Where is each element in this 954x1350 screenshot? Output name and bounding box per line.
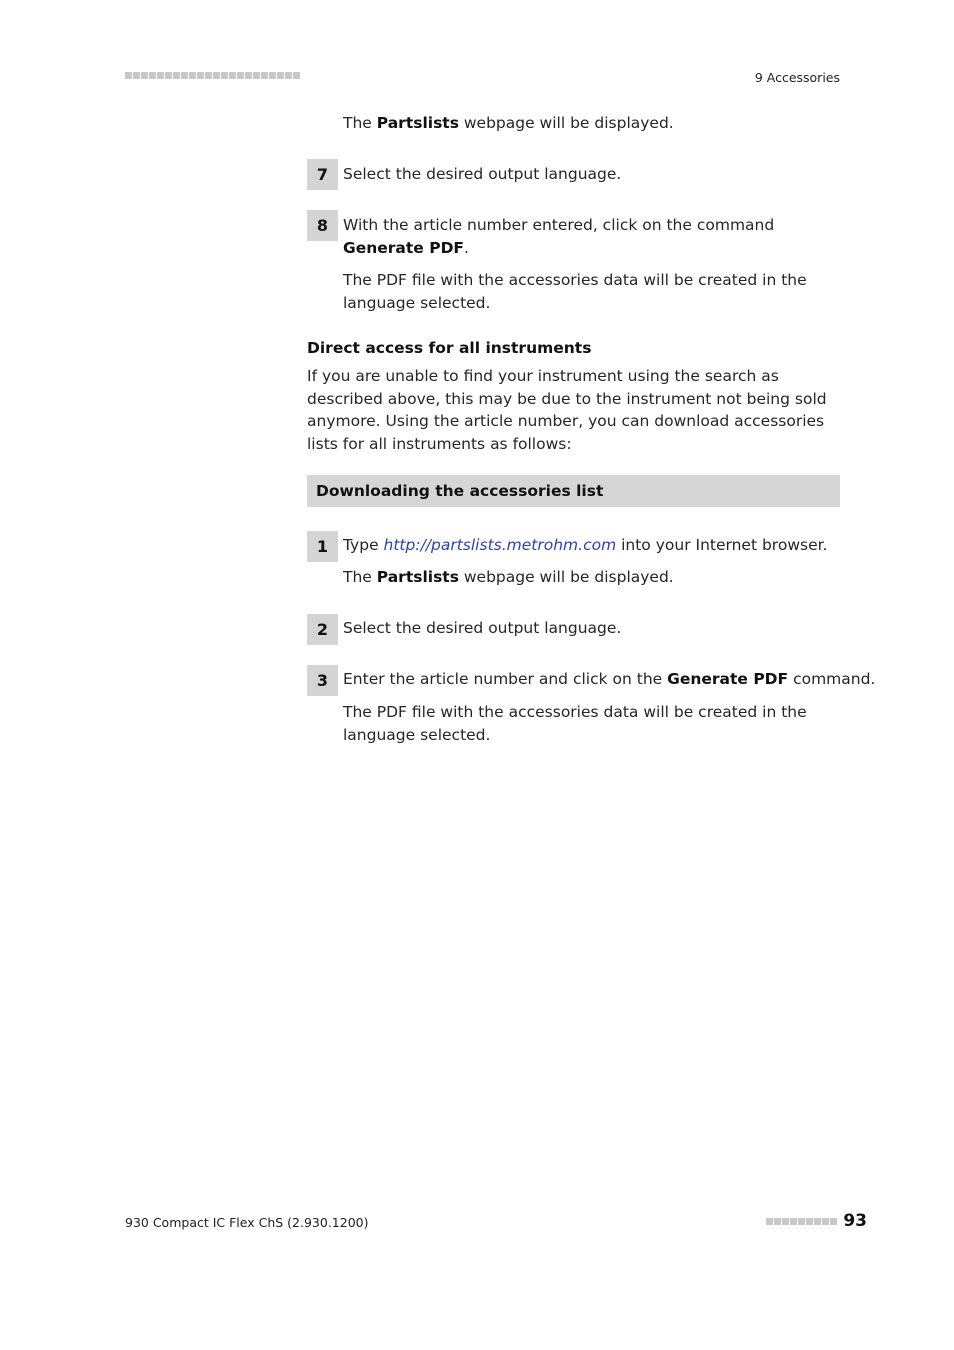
step-text: Select the desired output language. (343, 619, 622, 637)
step-result: The Partslists webpage will be displayed. (343, 568, 674, 586)
chapter-title: 9 Accessories (754, 70, 840, 85)
section-heading: Direct access for all instruments (307, 339, 592, 357)
procedure-title: Downloading the accessories list (316, 482, 604, 500)
step-number: 2 (307, 614, 338, 645)
section-paragraph: If you are unable to find your instrument using the search as described above, this may be due to the instrument not being sold anymore. Using the article number, you can download accessories lists for all instruments as follows: (307, 367, 827, 453)
step-number: 8 (307, 210, 338, 241)
step-text: Type http://partslists.metrohm.com into your Internet browser. (343, 536, 828, 554)
step-number: 3 (307, 665, 338, 696)
footer-page (766, 1211, 867, 1231)
step-text: Enter the article number and click on the Generate PDF command. (343, 670, 876, 688)
step-text: With the article number entered, click on the command Generate PDF. (343, 216, 775, 257)
footer-product: 930 Compact IC Flex ChS (2.930.1200) (125, 1215, 369, 1230)
partslists-link[interactable]: http://partslists.metrohm.com (383, 536, 617, 554)
page-number: 93 (843, 1211, 867, 1231)
step-number: 1 (307, 531, 338, 562)
footer-decoration (766, 1218, 837, 1225)
procedure-title-bar (307, 475, 840, 507)
step-number: 7 (307, 159, 338, 190)
step-result: The PDF file with the accessories data will be created in the language selected. (343, 271, 807, 312)
step-text: Select the desired output language. (343, 165, 622, 183)
step-result: The PDF file with the accessories data will be created in the language selected. (343, 703, 807, 744)
step-result: The Partslists webpage will be displayed. (343, 114, 674, 132)
header-decoration (125, 72, 300, 79)
